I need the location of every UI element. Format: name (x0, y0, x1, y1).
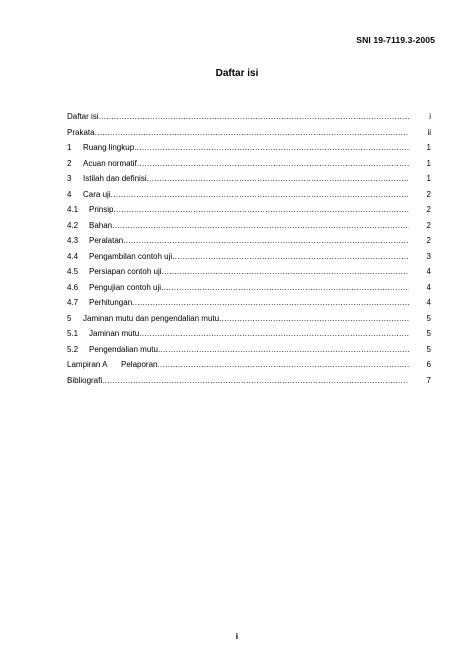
toc-leader-dots (95, 125, 409, 141)
toc-entry-number: 5.1 (67, 329, 79, 338)
toc-entry-label: Pengujian contoh uji (89, 282, 162, 292)
toc-entry-label: Prinsip (89, 205, 114, 214)
toc-entry[interactable] (67, 264, 431, 280)
toc-entry-page: 1 (426, 174, 431, 183)
toc-entry[interactable] (67, 156, 431, 172)
toc-entry[interactable] (67, 109, 431, 125)
toc-entry[interactable] (67, 202, 431, 218)
toc-entry-number: 5 (67, 313, 72, 323)
toc-leader-dots (112, 218, 409, 234)
toc-entry-page: 2 (426, 205, 431, 214)
toc-entry-page: 5 (426, 344, 431, 354)
toc-entry-number: Lampiran A (67, 360, 108, 369)
toc-leader-dots (162, 264, 410, 280)
toc-title: Daftar isi (215, 68, 259, 79)
toc-entry-number: 4.2 (67, 220, 79, 230)
toc-entry-page: 1 (426, 143, 431, 152)
toc-entry-label: Persiapan contoh uji (89, 267, 162, 276)
toc-entry-page: ii (427, 127, 431, 137)
toc-leader-dots (161, 280, 409, 296)
toc-entry[interactable] (67, 218, 431, 234)
toc-entry-page: i (429, 112, 431, 121)
toc-entry-number: 2 (67, 158, 72, 168)
toc-entry[interactable] (67, 311, 431, 327)
toc-entry[interactable] (67, 140, 431, 156)
toc-entry-page: 7 (426, 375, 431, 385)
toc-leader-dots (99, 109, 409, 125)
toc-entry-label: Jaminan mutu (89, 329, 140, 338)
toc-entry-page: 2 (426, 189, 431, 199)
toc-entry-page: 1 (426, 158, 431, 168)
toc-entry[interactable] (67, 326, 431, 342)
page-number: i (235, 631, 239, 641)
toc-leader-dots (113, 202, 409, 218)
toc-leader-dots (139, 326, 409, 342)
toc-entry-number: 3 (67, 174, 72, 183)
toc-leader-dots (137, 156, 409, 172)
toc-entry[interactable] (67, 373, 431, 389)
toc-entry-page: 5 (426, 329, 431, 338)
toc-entry[interactable] (67, 249, 431, 265)
toc-entry-number: 4 (67, 189, 72, 199)
toc-entry-label: Acuan normatif (83, 158, 137, 168)
toc-list (67, 109, 431, 388)
toc-entry-label: Peralatan (89, 236, 124, 245)
document-code: SNI 19-7119.3-2005 (356, 35, 435, 45)
toc-entry-label: Istilah dan definisi (83, 174, 147, 183)
toc-entry-page: 4 (426, 298, 431, 307)
toc-entry-label: Pengendalian mutu (89, 344, 158, 354)
toc-entry-page: 2 (426, 220, 431, 230)
toc-leader-dots (172, 249, 409, 265)
toc-entry-page: 4 (426, 267, 431, 276)
toc-entry-page: 5 (426, 313, 431, 323)
toc-entry[interactable] (67, 357, 431, 373)
toc-entry-label: Jaminan mutu dan pengendalian mutu (83, 313, 220, 323)
toc-leader-dots (132, 295, 409, 311)
toc-entry-label: Bibliografi (67, 375, 103, 385)
toc-entry-number: 4.1 (67, 205, 79, 214)
toc-entry-number: 4.7 (67, 298, 79, 307)
toc-entry-page: 4 (426, 282, 431, 292)
toc-entry-label: Prakata (67, 127, 95, 137)
toc-entry[interactable] (67, 233, 431, 249)
toc-entry-label: Perhitungan (89, 298, 133, 307)
toc-entry[interactable] (67, 187, 431, 203)
toc-entry[interactable] (67, 342, 431, 358)
toc-entry-label: Cara uji (83, 189, 111, 199)
toc-entry-page: 2 (426, 236, 431, 245)
toc-entry-page: 6 (426, 360, 431, 369)
toc-leader-dots (134, 140, 409, 156)
toc-entry[interactable] (67, 171, 431, 187)
toc-leader-dots (111, 187, 409, 203)
toc-entry[interactable] (67, 280, 431, 296)
toc-entry-number: 4.6 (67, 282, 79, 292)
toc-leader-dots (157, 357, 409, 373)
toc-entry-number: 4.5 (67, 267, 79, 276)
toc-entry-label: Pelaporan (121, 360, 158, 369)
toc-leader-dots (102, 373, 409, 389)
toc-entry-label: Ruang lingkup (83, 143, 135, 152)
toc-leader-dots (219, 311, 409, 327)
toc-entry-number: 1 (67, 143, 72, 152)
toc-leader-dots (158, 342, 409, 358)
toc-entry-label: Bahan (89, 220, 113, 230)
toc-entry-label: Daftar isi (67, 112, 99, 121)
toc-entry[interactable] (67, 295, 431, 311)
toc-entry-number: 4.3 (67, 236, 79, 245)
toc-leader-dots (123, 233, 409, 249)
toc-entry[interactable] (67, 125, 431, 141)
toc-entry-label: Pengambilan contoh uji (89, 251, 173, 261)
toc-entry-page: 3 (426, 251, 431, 261)
toc-entry-number: 4.4 (67, 251, 79, 261)
toc-entry-number: 5.2 (67, 344, 79, 354)
toc-leader-dots (147, 171, 409, 187)
